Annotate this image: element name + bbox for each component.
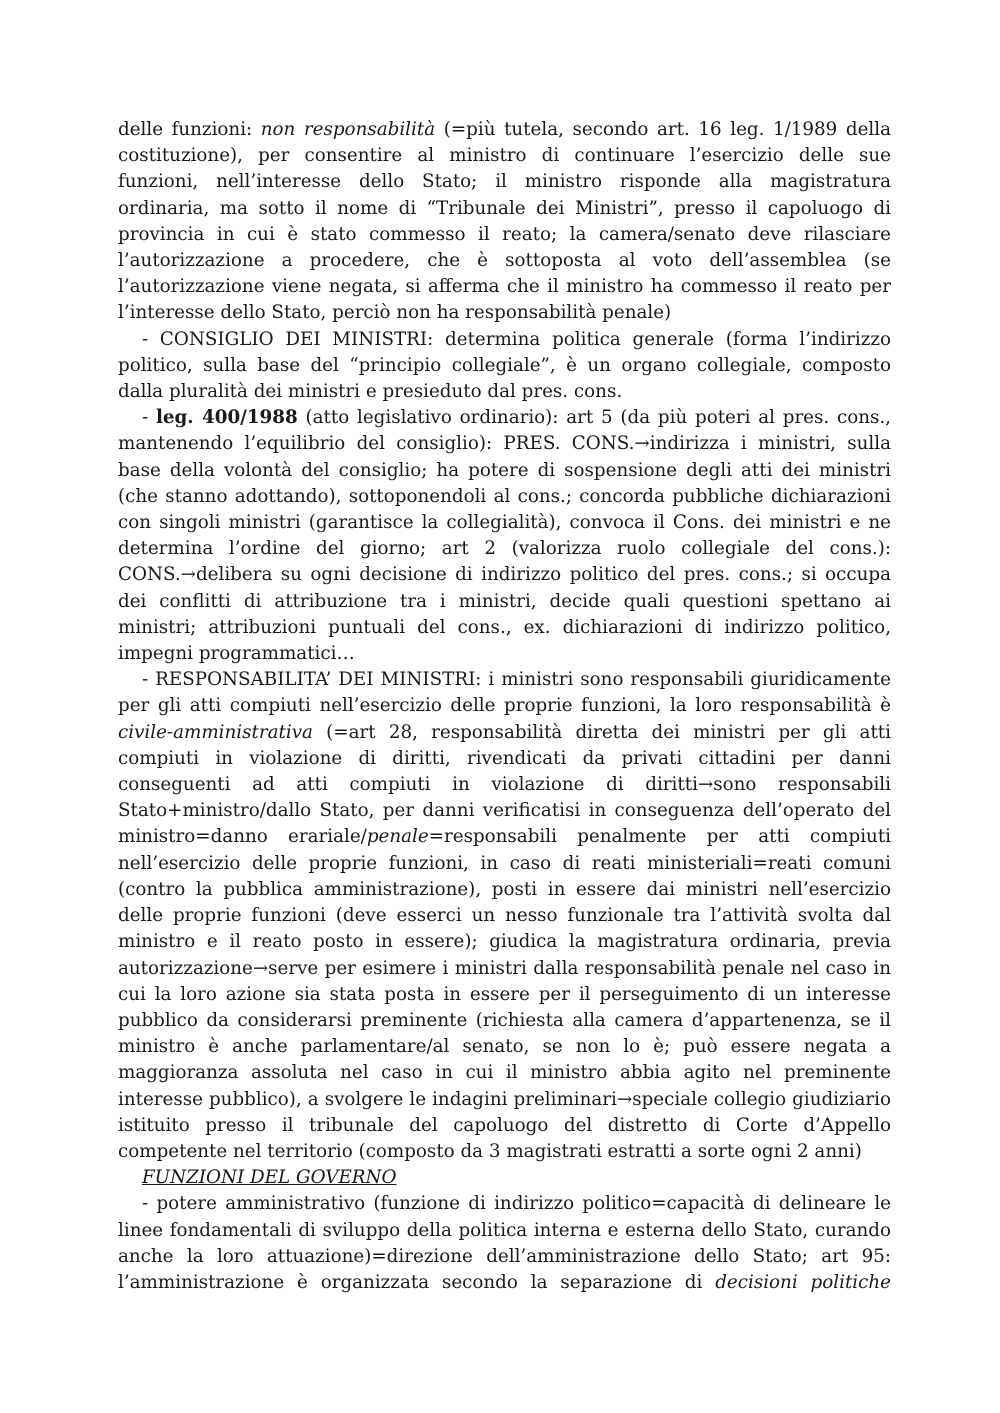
text-run: - potere amministrativo (funzione di indirizzo politico=capacità di delineare le linee fondamentali di sviluppo della politica interna e esterna dello Stato, curando anche la loro attuazione)=direzione dell’amministrazione dello Stato; art 95: l’amministrazione è organizzata secondo la separazione di (118, 1193, 891, 1293)
italic-term: civile-amministrativa (118, 721, 313, 743)
italic-term: non responsabilità (260, 119, 436, 140)
text-run: (atto legislativo ordinario): art 5 (da più poteri al pres. cons., mantenendo l’equilibrio del consiglio): PRES. CONS.→indirizza i ministri, sulla base della volontà del consiglio; ha potere di sospensione degli atti dei ministri (che stanno adottando), sottoponendoli al cons.; concorda pubbliche dichiarazioni con singoli ministri (garantisce la collegialità), convoca il Cons. dei ministri e ne determina l’ordine del giorno; art 2 (valorizza ruolo collegiale del cons.): CONS.→delibera su ogni decisione di indirizzo politico del pres. cons.; si occupa dei conflitti di attribuzione tra i ministri, decide quali questioni spettano ai ministri; attribuzioni puntuali del cons., ex. dichiarazioni di indirizzo politico, impegni programmatici… (118, 407, 891, 665)
paragraph-non-responsabilita (118, 117, 891, 327)
paragraph-legge-400-1988 (118, 405, 891, 667)
italic-term: penale (366, 826, 429, 848)
paragraph-responsabilita-dei-ministri (118, 667, 891, 1165)
text-run: (=più tutela, secondo art. 16 leg. 1/1989 della costituzione), per consentire al ministro di continuare l’esercizio delle sue funzioni, nell’interesse dello Stato; il ministro risponde alla magistratura ordinaria, ma sotto il nome di “Tribunale dei Ministri”, presso il capoluogo di provincia in cui è stato commesso il reato; la camera/senato deve rilasciare l’autorizzazione a procedere, che è sottoposta al voto dell’assemblea (se l’autorizzazione viene negata, si afferma che il ministro ha commesso il reato per l’interesse dello Stato, perciò non ha responsabilità penale) (118, 119, 892, 324)
paragraph-consiglio-dei-ministri (118, 327, 891, 406)
text-run: - RESPONSABILITA’ DEI MINISTRI: i ministri sono responsabili giuridicamente per gli atti compiuti nell’esercizio delle proprie funzioni, la loro responsabilità è (118, 669, 891, 717)
text-run: (=art 28, responsabilità diretta dei ministri per gli atti compiuti in violazione di diritti, rivendicati da privati cittadini per danni conseguenti ad atti compiuti in violazione di diritti→sono responsabili Stato+ministro/dallo Stato, per danni verificatisi in conseguenza dell’operato del ministro=danno erariale/ (118, 721, 891, 848)
text-run: =responsabili penalmente per atti compiuti nell’esercizio delle proprie funzioni, in caso di reati ministeriali=reati comuni (contro la pubblica amministrazione), posti in essere dai ministri nell’esercizio delle proprie funzioni (deve esserci un nesso funzionale tra l’attività svolta dal ministro e il reato posto in essere); giudica la magistratura ordinaria, previa autorizzazione→serve per esimere i ministri dalla responsabilità penale nel caso in cui la loro azione sia stata posta in essere per il perseguimento di un interesse pubblico da considerarsi preminente (richiesta alla camera d’appartenenza, se il ministro è anche parlamentare/al senato, se non lo è; può essere negata a maggioranza assoluta nel caso in cui il ministro abbia agito nel preminente interesse pubblico), a svolgere le indagini preliminari→speciale collegio giudiziario istituito presso il tribunale del capoluogo del distretto di Corte d’Appello competente nel territorio (composto da 3 magistrati estratti a sorte ogni 2 anni) (118, 826, 892, 1162)
bold-term: leg. 400/1988 (155, 407, 298, 429)
italic-term: decisioni politiche (715, 1271, 891, 1293)
text-run: - CONSIGLIO DEI MINISTRI: determina politica generale (forma l’indirizzo politico, sulla base del “principio collegiale”, è un organo collegiale, composto dalla pluralità dei ministri e presieduto dal pres. cons. (118, 328, 891, 403)
paragraph-potere-amministrativo (118, 1191, 891, 1296)
text-run: delle funzioni: (118, 119, 261, 140)
section-heading: FUNZIONI DEL GOVERNO (142, 1167, 397, 1189)
text-run: - (142, 407, 156, 429)
